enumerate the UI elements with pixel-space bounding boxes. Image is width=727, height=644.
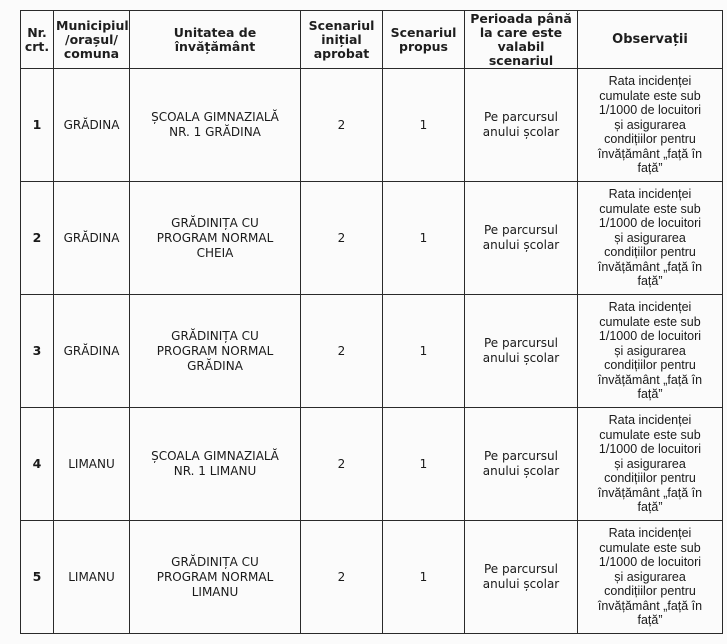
scenario-table (20, 10, 723, 634)
header-unitate: Unitatea de învățământ (130, 11, 301, 69)
table-row (21, 69, 723, 182)
cell-nr: 1 (21, 69, 54, 182)
cell-scenariu-initial: 2 (301, 521, 383, 634)
cell-scenariu-initial: 2 (301, 69, 383, 182)
table-header (21, 11, 723, 69)
table-row (21, 182, 723, 295)
cell-nr: 3 (21, 295, 54, 408)
cell-scenariu-initial: 2 (301, 408, 383, 521)
table-row (21, 521, 723, 634)
cell-observatii: Rata incidenței cumulate este sub 1/1000 de locuitori și asigurarea condițiilor pentru învățământ „față în față” (578, 182, 723, 295)
cell-scenariu-propus: 1 (383, 69, 465, 182)
cell-municipiu: GRĂDINA (54, 295, 130, 408)
header-municipiu: Municipiul /orașul/ comuna (54, 11, 130, 69)
cell-scenariu-propus: 1 (383, 521, 465, 634)
cell-perioada: Pe parcursul anului școlar (465, 182, 578, 295)
header-scenariu-propus: Scenariul propus (383, 11, 465, 69)
cell-nr: 4 (21, 408, 54, 521)
cell-perioada: Pe parcursul anului școlar (465, 521, 578, 634)
header-perioada: Perioada până la care este valabil scenariul (465, 11, 578, 69)
header-observatii: Observații (578, 11, 723, 69)
table-row (21, 408, 723, 521)
cell-unitate: GRĂDINIȚA CU PROGRAM NORMAL LIMANU (130, 521, 301, 634)
cell-observatii: Rata incidenței cumulate este sub 1/1000 de locuitori și asigurarea condițiilor pentru învățământ „față în față” (578, 408, 723, 521)
cell-unitate: GRĂDINIȚA CU PROGRAM NORMAL GRĂDINA (130, 295, 301, 408)
cell-scenariu-propus: 1 (383, 408, 465, 521)
cell-perioada: Pe parcursul anului școlar (465, 69, 578, 182)
cell-observatii: Rata incidenței cumulate este sub 1/1000 de locuitori și asigurarea condițiilor pentru învățământ „față în față” (578, 69, 723, 182)
cell-municipiu: LIMANU (54, 521, 130, 634)
table-row (21, 295, 723, 408)
cell-perioada: Pe parcursul anului școlar (465, 408, 578, 521)
cell-perioada: Pe parcursul anului școlar (465, 295, 578, 408)
cell-scenariu-propus: 1 (383, 182, 465, 295)
cell-unitate: GRĂDINIȚA CU PROGRAM NORMAL CHEIA (130, 182, 301, 295)
cell-municipiu: LIMANU (54, 408, 130, 521)
header-row (21, 11, 723, 69)
cell-unitate: ȘCOALA GIMNAZIALĂ NR. 1 GRĂDINA (130, 69, 301, 182)
cell-unitate: ȘCOALA GIMNAZIALĂ NR. 1 LIMANU (130, 408, 301, 521)
cell-scenariu-initial: 2 (301, 295, 383, 408)
cell-nr: 5 (21, 521, 54, 634)
cell-municipiu: GRĂDINA (54, 69, 130, 182)
cell-scenariu-propus: 1 (383, 295, 465, 408)
header-nr: Nr. crt. (21, 11, 54, 69)
cell-observatii: Rata incidenței cumulate este sub 1/1000 de locuitori și asigurarea condițiilor pentru învățământ „față în față” (578, 521, 723, 634)
cell-nr: 2 (21, 182, 54, 295)
cell-observatii: Rata incidenței cumulate este sub 1/1000 de locuitori și asigurarea condițiilor pentru învățământ „față în față” (578, 295, 723, 408)
table-body (21, 69, 723, 634)
cell-scenariu-initial: 2 (301, 182, 383, 295)
header-scenariu-initial: Scenariul inițial aprobat (301, 11, 383, 69)
cell-municipiu: GRĂDINA (54, 182, 130, 295)
